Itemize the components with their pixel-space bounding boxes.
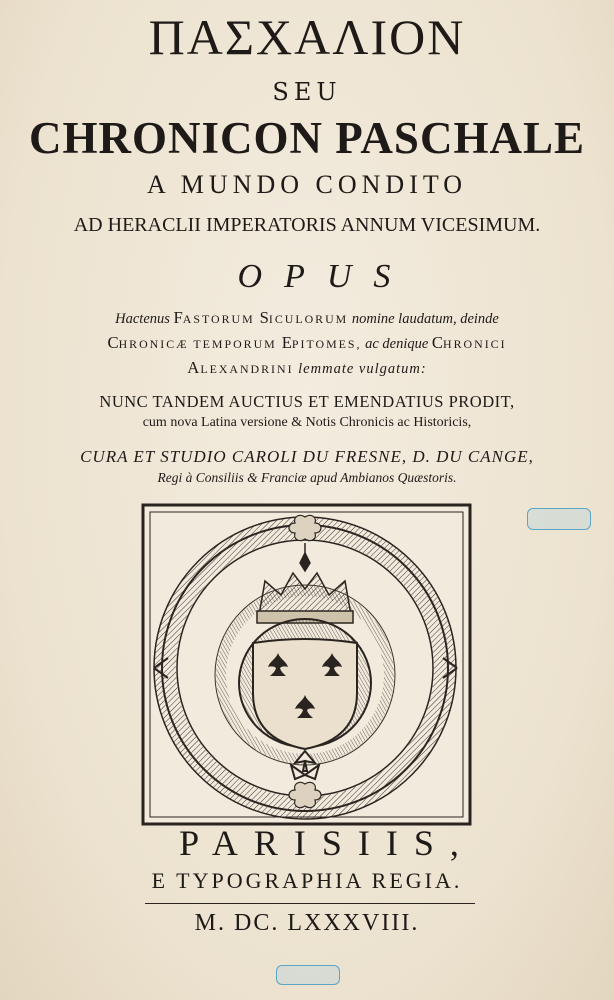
text: nomine laudatum, deinde: [348, 311, 499, 327]
page-tab-marker[interactable]: [527, 508, 591, 530]
subtitle: A MUNDO CONDITO: [146, 170, 468, 199]
royal-arms-icon: [141, 503, 472, 826]
text: Hactenus: [115, 311, 174, 327]
page-tab-marker-bottom[interactable]: [276, 965, 340, 985]
smallcaps: HRONICI: [443, 337, 507, 351]
printer: E TYPOGRAPHIA REGIA.: [151, 868, 463, 893]
greek-title: ΠΑΣΧΑΛΙΟΝ: [148, 9, 466, 65]
editor-line: CURA ET STUDIO CAROLI DU FRESNE, D. DU CANGE,: [80, 447, 534, 466]
publication-date: M. DC. LXXXVIII.: [194, 910, 420, 936]
place-of-publication: PARISIIS,: [179, 823, 475, 863]
description-line-1: [0, 308, 614, 328]
smallcaps: ICULORUM: [268, 312, 349, 326]
edition-note: cum nova Latina versione & Notis Chronicis ac Historicis,: [142, 415, 472, 430]
subtitle-2: AD HERACLII IMPERATORIS ANNUM VICESIMUM.: [73, 214, 541, 236]
smallcaps: LEXANDRINI: [200, 362, 294, 376]
initial: C: [431, 333, 444, 352]
seu-word: SEU: [272, 78, 342, 106]
initial: A: [187, 358, 201, 377]
initial: E: [281, 333, 292, 352]
divider-rule: [145, 903, 475, 904]
edition-statement: NUNC TANDEM AUCTIUS ET EMENDATIUS PRODIT,: [99, 392, 515, 411]
editor-title: Regi à Consiliis & Franciæ apud Ambianos Quæstoris.: [157, 470, 457, 485]
text: lemmate vulgatum:: [293, 361, 427, 377]
initial: C: [107, 333, 119, 352]
description-line-2: [0, 333, 614, 353]
initial: S: [259, 308, 269, 327]
main-title: CHRONICON PASCHALE: [29, 113, 585, 163]
smallcaps: HRONICÆ TEMPORUM: [118, 337, 282, 351]
text: ac denique: [361, 336, 432, 352]
opus-heading: OPUS: [237, 258, 413, 295]
smallcaps: ASTORUM: [182, 312, 260, 326]
initial: F: [173, 308, 183, 327]
smallcaps: PITOMES,: [291, 337, 362, 351]
description-line-3: [0, 358, 614, 378]
